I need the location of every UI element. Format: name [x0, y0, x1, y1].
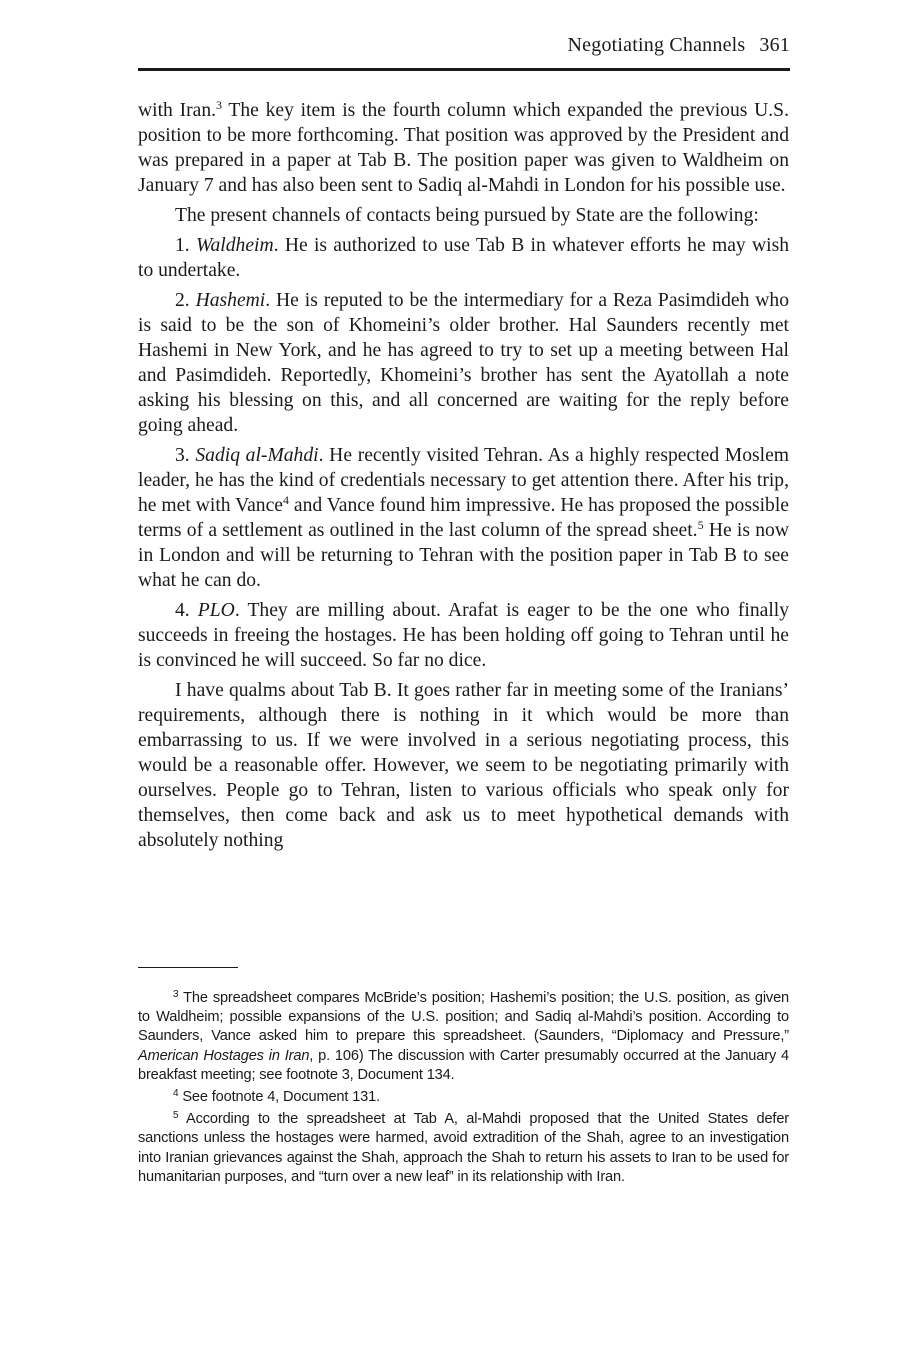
item-number: 4.: [175, 600, 198, 621]
channel-text: . He is reputed to be the intermediary for a Reza Pasimdideh who is said to be the son of Khomeini’s older brother. Hal Saunders recently met Hashemi in New York, and he has agreed to try to set up a meeting between Hal and Pasimdideh. Reportedly, Khomeini’s brother has sent the Ayatollah a note asking his blessing on this, and all concerned are waiting for the reply before going ahead.: [138, 290, 789, 436]
channel-text-c: He is now in London and will be returning to Tehran with the position paper in Tab B to see what he can do.: [138, 520, 789, 591]
paragraph-1-text-b: The key item is the fourth column which expanded the previous U.S. position to be more forthcoming. That position was approved by the President and was prepared in a paper at Tab B. The position paper was given to Waldheim on January 7 and has also been sent to Sadiq al-Mahdi in London for his possible use.: [138, 100, 789, 196]
footnote-ref-4: 4: [283, 493, 289, 507]
footnote-mark: 3: [173, 989, 179, 1000]
running-header: [138, 34, 790, 70]
channel-name: Sadiq al-Mahdi: [195, 445, 319, 466]
paragraph-waldheim: [138, 233, 789, 283]
channel-text: . He is authorized to use Tab B in whatever efforts he may wish to undertake.: [138, 235, 790, 281]
channel-text-b: and Vance found him impressive. He has proposed the possible terms of a settlement as outlined in the last column of the spread sheet.: [138, 495, 789, 541]
channel-name: Waldheim: [195, 235, 274, 256]
channel-text: . They are milling about. Arafat is eager to be the one who finally succeeds in freeing the hostages. He has been holding off going to Tehran until he is convinced he will succeed. So far no dice.: [138, 600, 790, 671]
footnotes: [138, 989, 789, 1190]
footnote-mark: 4: [173, 1088, 179, 1100]
item-number: 2.: [175, 290, 196, 311]
footnote-book-title: American Hostages in Iran: [138, 1047, 310, 1064]
running-header-title: Negotiating Channels: [567, 34, 746, 56]
paragraph-hashemi: [138, 288, 789, 438]
footnote-mark: 5: [173, 1110, 179, 1122]
footnote-text: According to the spreadsheet at Tab A, al-Mahdi proposed that the United States defer sanctions unless the hostages were harmed, avoid extradition of the Shah, agree to an investigation into Iranian grievances against the Shah, approach the Shah to return his assets to Iran to be used for humanitarian purposes, and “turn over a new leaf” in its relationship with Iran.: [138, 1111, 789, 1185]
body-text: [138, 98, 789, 858]
footnote-text-a: The spreadsheet compares McBride’s position; Hashemi’s position; the U.S. position, as given to Waldheim; possible expansions of the U.S. position; and Sadiq al-Mahdi’s position. According to Saunders, Vance asked him to prepare this spreadsheet. (Saunders, “Diplomacy and Pressure,”: [138, 990, 789, 1045]
channel-text-a: . He recently visited Tehran. As a highly respected Moslem leader, he has the kind of credentials necessary to get attention there. After his trip, he met with Vance: [138, 445, 790, 516]
page-number: 361: [759, 34, 790, 56]
footnote-5: [138, 1110, 789, 1187]
footnote-3: [138, 989, 789, 1085]
channel-name: PLO: [197, 600, 235, 621]
footnote-text-b: , p. 106) The discussion with Carter presumably occurred at the January 4 breakfast meeting; see footnote 3, Document 134.: [138, 1047, 789, 1083]
item-number: 3.: [175, 445, 196, 466]
channel-name: Hashemi: [195, 290, 266, 311]
paragraph-qualms: I have qualms about Tab B. It goes rather far in meeting some of the Iranians’ requirements, although there is nothing in it which would be more than embarrassing to us. If we were involved in a serious negotiating process, this would be a reasonable offer. However, we seem to be negotiating primarily with ourselves. People go to Tehran, listen to various officials who speak only for themselves, then come back and ask us to meet hypothetical demands with absolutely nothing: [138, 680, 789, 851]
footnote-ref-5: 5: [697, 518, 704, 532]
item-number: 1.: [175, 235, 196, 256]
paragraph-sadiq: [138, 443, 789, 593]
paragraph-plo: [138, 598, 789, 673]
footnote-text: See footnote 4, Document 131.: [178, 1089, 380, 1106]
header-rule: [138, 68, 790, 71]
paragraph-2: The present channels of contacts being pursued by State are the following:: [175, 205, 759, 226]
footnote-ref-3: 3: [216, 98, 223, 112]
paragraph-1: [138, 98, 789, 198]
footnote-rule: [138, 967, 238, 968]
footnote-4: [138, 1088, 789, 1107]
paragraph-1-text-a: with Iran.: [138, 100, 217, 121]
